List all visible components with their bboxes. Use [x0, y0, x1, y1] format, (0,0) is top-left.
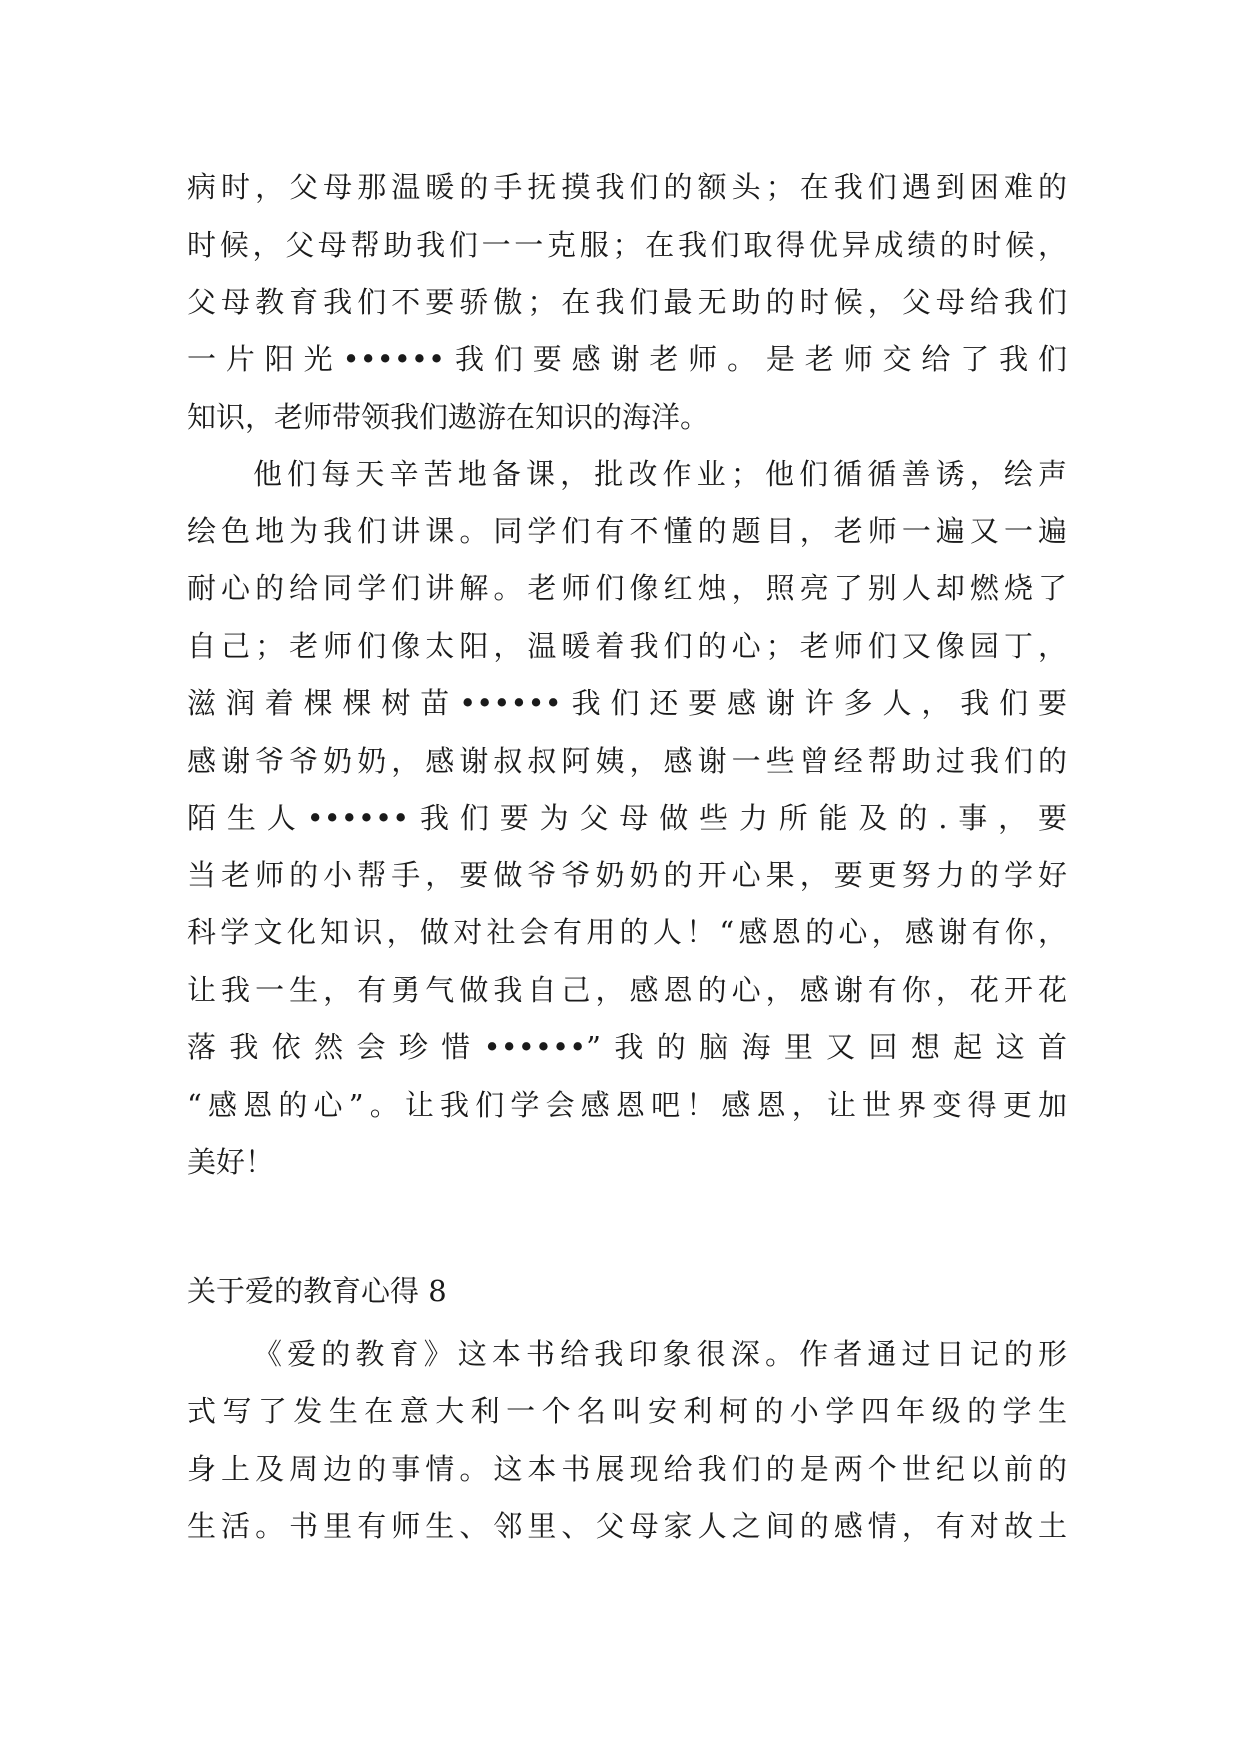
paragraph-2-line: 落我依然会珍惜••••••”我的脑海里又回想起这首 — [187, 1030, 1067, 1064]
paragraph-2-line: 绘色地为我们讲课。同学们有不懂的题目，老师一遍又一遍 — [187, 514, 1067, 548]
paragraph-2-line: 自己；老师们像太阳，温暖着我们的心；老师们又像园丁， — [187, 629, 1067, 663]
paragraph-3-line: 式写了发生在意大利一个名叫安利柯的小学四年级的学生 — [187, 1394, 1067, 1428]
section-heading: 关于爱的教育心得 8 — [187, 1274, 447, 1308]
paragraph-1-line: 父母教育我们不要骄傲；在我们最无助的时候，父母给我们 — [187, 285, 1067, 319]
paragraph-3-line: 生活。书里有师生、邻里、父母家人之间的感情，有对故土 — [187, 1509, 1067, 1543]
paragraph-2-line: 耐心的给同学们讲解。老师们像红烛，照亮了别人却燃烧了 — [187, 571, 1067, 605]
paragraph-3-line: 身上及周边的事情。这本书展现给我们的是两个世纪以前的 — [187, 1452, 1067, 1486]
paragraph-1-line: 时候，父母帮助我们一一克服；在我们取得优异成绩的时候， — [187, 228, 1067, 262]
paragraph-2-line: 陌生人••••••我们要为父母做些力所能及的.事，要 — [187, 801, 1067, 835]
paragraph-2-line: 科学文化知识，做对社会有用的人！“感恩的心，感谢有你， — [187, 915, 1067, 949]
paragraph-2-line: 让我一生，有勇气做我自己，感恩的心，感谢有你，花开花 — [187, 973, 1067, 1007]
paragraph-2-line: 当老师的小帮手，要做爷爷奶奶的开心果，要更努力的学好 — [187, 858, 1067, 892]
paragraph-3-line: 《爱的教育》这本书给我印象很深。作者通过日记的形 — [253, 1337, 1067, 1371]
paragraph-1-line: 病时，父母那温暖的手抚摸我们的额头；在我们遇到困难的 — [187, 170, 1067, 204]
paragraph-2-line: 滋润着棵棵树苗••••••我们还要感谢许多人，我们要 — [187, 686, 1067, 720]
paragraph-1-line: 一片阳光••••••我们要感谢老师。是老师交给了我们 — [187, 342, 1067, 376]
paragraph-2-line: 感谢爷爷奶奶，感谢叔叔阿姨，感谢一些曾经帮助过我们的 — [187, 744, 1067, 778]
paragraph-2-line: 美好！ — [187, 1145, 275, 1179]
paragraph-2-line: 他们每天辛苦地备课，批改作业；他们循循善诱，绘声 — [253, 457, 1067, 491]
paragraph-1-line: 知识，老师带领我们遨游在知识的海洋。 — [187, 400, 710, 434]
paragraph-2-line: “感恩的心”。让我们学会感恩吧！感恩，让世界变得更加 — [187, 1088, 1067, 1122]
